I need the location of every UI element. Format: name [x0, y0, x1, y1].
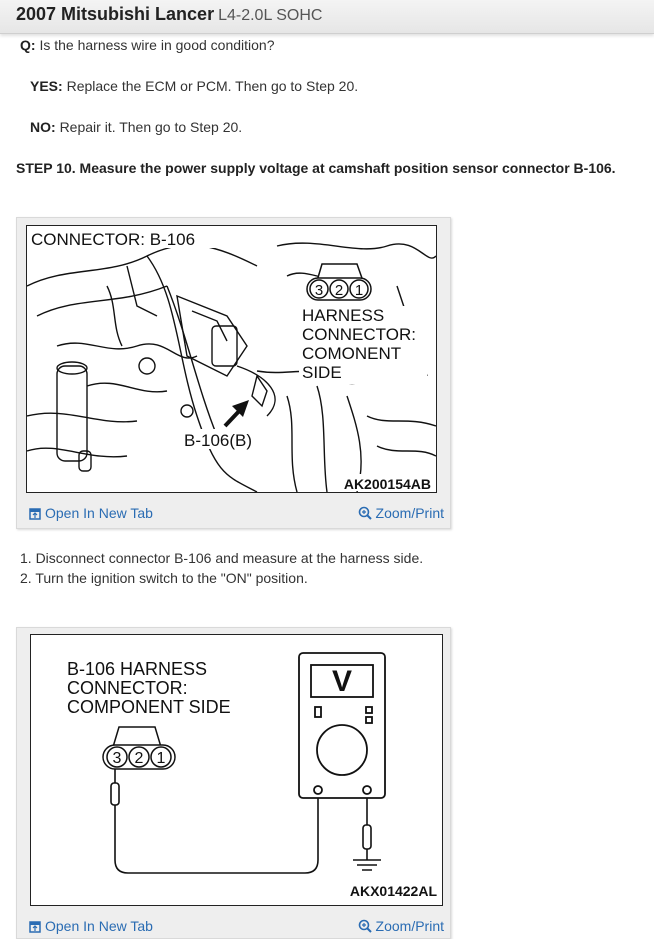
pin-2-label: 2	[334, 282, 344, 299]
pin-1-label: 1	[354, 282, 364, 299]
fig2-pin-2: 2	[134, 750, 144, 767]
fig2-pin-3: 3	[112, 750, 122, 767]
figure-voltage-measurement	[16, 627, 451, 939]
zoom-icon	[358, 506, 372, 520]
connector-title: CONNECTOR: B-106	[31, 230, 196, 249]
fig2-code: AKX01422AL	[349, 883, 437, 899]
pin-3-label: 3	[314, 282, 324, 299]
open-new-tab-icon	[29, 508, 41, 520]
harness-label-1: HARNESS	[302, 306, 385, 325]
open-new-tab-link[interactable]: Open In New Tab	[29, 505, 153, 521]
vehicle-title: 2007 Mitsubishi Lancer L4-2.0L SOHC	[16, 4, 323, 24]
instruction-2: 2. Turn the ignition switch to the "ON" position.	[20, 570, 308, 586]
open-new-tab-icon	[29, 921, 41, 933]
harness-label-2: CONNECTOR:	[302, 325, 416, 344]
instruction-1: 1. Disconnect connector B-106 and measure at the harness side.	[20, 550, 424, 566]
harness-label-3: COMONENT	[302, 344, 402, 363]
zoom-icon	[358, 919, 372, 933]
title-bar	[0, 0, 654, 34]
pointer-label: B-106(B)	[184, 431, 253, 450]
figure-connector-location	[16, 217, 451, 529]
measurement-diagram[interactable]	[30, 634, 443, 906]
harness-label-4: SIDE	[302, 363, 342, 382]
zoom-print-link-2[interactable]: Zoom/Print	[358, 918, 444, 934]
no-line: NO: Repair it. Then go to Step 20.	[30, 119, 243, 135]
connector-diagram[interactable]	[26, 225, 437, 493]
open-new-tab-link-2[interactable]: Open In New Tab	[29, 918, 153, 934]
fig2-label-2: CONNECTOR:	[67, 678, 188, 698]
figure2-toolbar	[17, 914, 450, 938]
question-line: Q: Is the harness wire in good condition?	[20, 37, 275, 53]
fig2-pin-1: 1	[156, 750, 166, 767]
yes-line: YES: Replace the ECM or PCM. Then go to Step 20.	[30, 78, 359, 94]
fig2-label-3: COMPONENT SIDE	[67, 697, 231, 717]
zoom-print-link[interactable]: Zoom/Print	[358, 505, 444, 521]
figure-code: AK200154AB	[343, 476, 431, 492]
meter-symbol: V	[331, 665, 353, 698]
figure-toolbar	[17, 501, 450, 525]
engine-subtitle: L4-2.0L SOHC	[218, 7, 323, 24]
fig2-label-1: B-106 HARNESS	[67, 659, 208, 679]
step-heading: STEP 10. Measure the power supply voltage at camshaft position sensor connector B-106.	[16, 160, 616, 176]
